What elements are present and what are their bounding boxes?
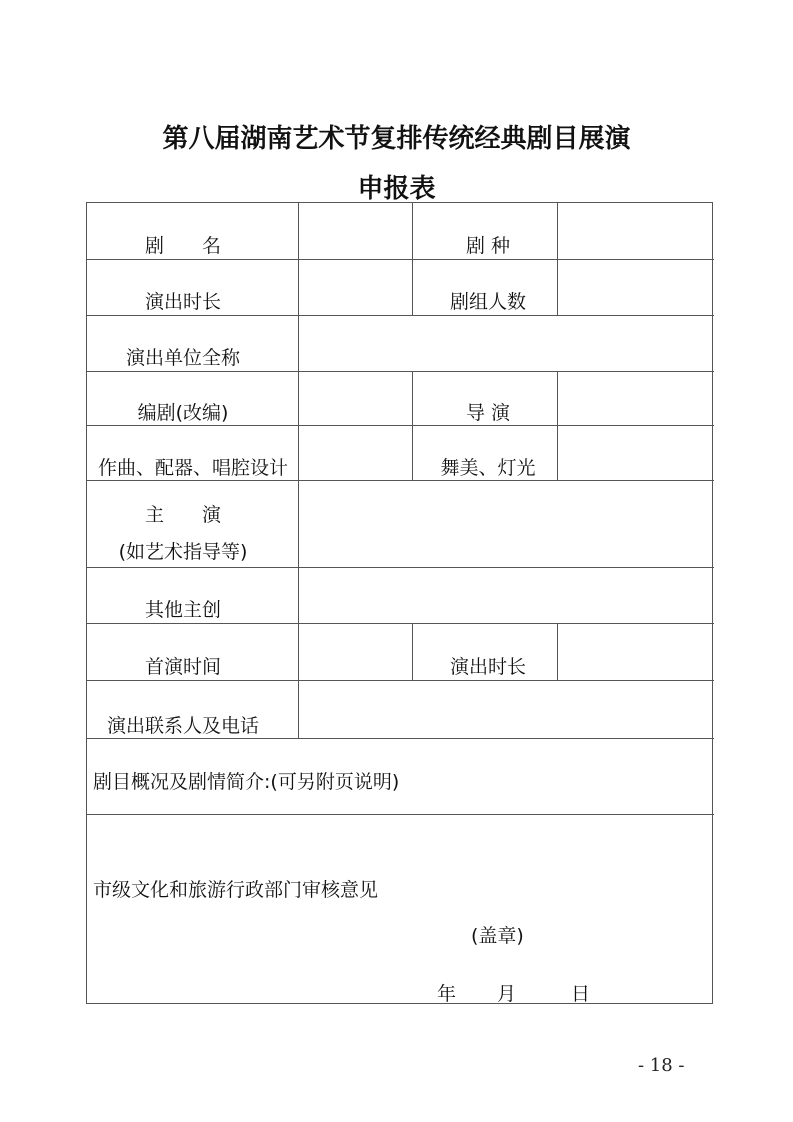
row-divider — [87, 680, 714, 681]
column-divider — [412, 203, 413, 315]
row-divider — [87, 567, 714, 568]
row-divider — [87, 623, 714, 624]
company-full-name-label: 演出单位全称 — [125, 347, 241, 369]
document-title: 第八届湖南艺术节复排传统经典剧目展演 — [162, 124, 631, 154]
row-divider — [87, 425, 714, 426]
cast-count-label: 剧组人数 — [449, 291, 527, 313]
synopsis-label: 剧目概况及剧情简介:(可另附页说明) — [93, 771, 400, 793]
row-divider — [87, 315, 714, 316]
column-divider — [557, 371, 558, 480]
date-month-label: 月 — [497, 983, 517, 1005]
genre-label: 剧 种 — [465, 235, 511, 257]
column-divider — [557, 623, 558, 680]
row-divider — [87, 738, 714, 739]
document-subtitle: 申报表 — [357, 174, 436, 204]
date-year-label: 年 — [437, 983, 457, 1005]
seal-label: (盖章) — [471, 925, 524, 947]
contact-label: 演出联系人及电话 — [106, 715, 260, 737]
column-divider — [412, 623, 413, 680]
premiere-time-label: 首演时间 — [144, 656, 222, 678]
row-divider — [87, 814, 714, 815]
date-day-label: 日 — [571, 983, 591, 1005]
review-opinion-label: 市级文化和旅游行政部门审核意见 — [93, 879, 379, 901]
duration-2-label: 演出时长 — [449, 656, 527, 678]
column-divider — [557, 203, 558, 315]
play-name-label: 剧 名 — [144, 235, 222, 257]
screenwriter-label: 编剧(改编) — [137, 402, 229, 424]
stage-lighting-label: 舞美、灯光 — [440, 457, 536, 479]
row-divider — [87, 480, 714, 481]
row-divider — [87, 259, 714, 260]
row-divider — [87, 371, 714, 372]
column-divider — [412, 371, 413, 480]
lead-actor-note: (如艺术指导等) — [118, 541, 248, 563]
lead-actor-label: 主 演 — [144, 504, 222, 526]
page-number: - 18 - — [638, 1055, 685, 1076]
column-divider — [298, 203, 299, 738]
duration-label: 演出时长 — [144, 291, 222, 313]
director-label: 导 演 — [465, 402, 511, 424]
other-creators-label: 其他主创 — [144, 599, 222, 621]
application-form-table — [86, 202, 713, 1004]
music-design-label: 作曲、配器、唱腔设计 — [97, 457, 289, 479]
